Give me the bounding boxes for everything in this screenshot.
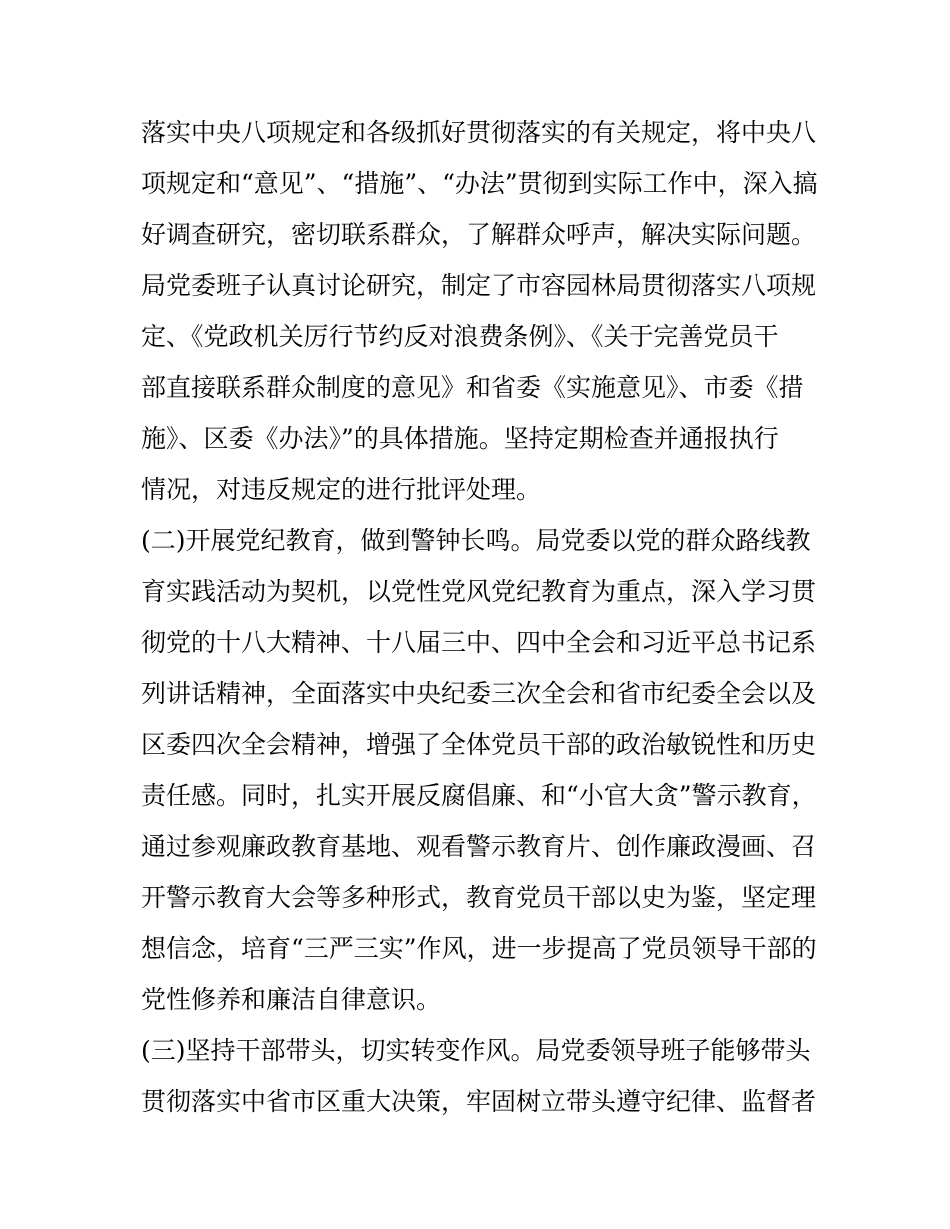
text-line: 党性修养和廉洁自律意识。 xyxy=(141,985,442,1014)
text-line: 列讲话精神，全面落实中央纪委三次全会和省市纪委全会以及 xyxy=(141,679,817,708)
text-line: 想信念，培育“三严三实”作风，进一步提高了党员领导干部的 xyxy=(141,934,817,963)
text-line: 好调查研究，密切联系群众，了解群众呼声，解决实际问题。 xyxy=(141,220,817,249)
text-line: 施》、区委《办法》”的具体措施。坚持定期检查并通报执行 xyxy=(141,424,779,453)
text-line: (二)开展党纪教育，做到警钟长鸣。局党委以党的群众路线教 xyxy=(141,526,811,555)
text-line: 贯彻落实中省市区重大决策，牢固树立带头遵守纪律、监督者 xyxy=(141,1087,817,1116)
text-line: 落实中央八项规定和各级抓好贯彻落实的有关规定，将中央八 xyxy=(141,118,817,147)
text-line: 开警示教育大会等多种形式，教育党员干部以史为鉴，坚定理 xyxy=(141,883,817,912)
text-line: 定、《党政机关厉行节约反对浪费条例》、《关于完善党员干 xyxy=(141,322,779,351)
text-line: 区委四次全会精神，增强了全体党员干部的政治敏锐性和历史 xyxy=(141,730,817,759)
text-line: 育实践活动为契机，以党性党风党纪教育为重点，深入学习贯 xyxy=(141,577,817,606)
text-line: 部直接联系群众制度的意见》和省委《实施意见》、市委《措 xyxy=(141,373,804,402)
text-line: (三)坚持干部带头，切实转变作风。局党委领导班子能够带头 xyxy=(141,1036,811,1065)
text-line: 责任感。同时，扎实开展反腐倡廉、和“小官大贪”警示教育， xyxy=(141,781,817,810)
text-line: 情况，对违反规定的进行批评处理。 xyxy=(141,475,542,504)
text-line: 通过参观廉政教育基地、观看警示教育片、创作廉政漫画、召 xyxy=(141,832,817,861)
text-line: 项规定和“意见”、“措施”、“办法”贯彻到实际工作中，深入搞 xyxy=(141,169,818,198)
text-line: 局党委班子认真讨论研究，制定了市容园林局贯彻落实八项规 xyxy=(141,271,817,300)
body-text xyxy=(141,107,821,1127)
text-line: 彻党的十八大精神、十八届三中、四中全会和习近平总书记系 xyxy=(141,628,817,657)
